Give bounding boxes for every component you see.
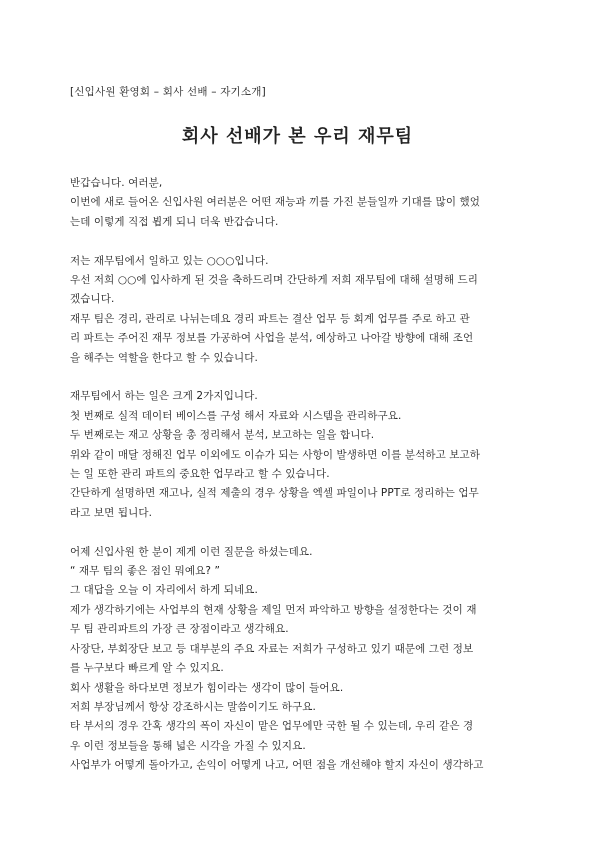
text-line: 를 누구보다 빠르게 알 수 있지요. [70,662,224,675]
document-header: [신입사원 환영회 – 회사 선배 – 자기소개] [70,86,266,98]
paragraph [70,174,528,232]
text-line: 첫 번째로 실적 데이터 베이스를 구성 해서 자료와 시스템을 관리하구요. [70,409,402,422]
text-line: 그 대답을 오늘 이 자리에서 하게 되네요. [70,584,258,597]
text-line: 재무팀에서 하는 일은 크게 2가지입니다. [70,390,258,403]
text-line: 두 번째로는 재고 상황을 총 정리해서 분석, 보고하는 일을 합니다. [70,429,375,442]
text-line: 우 이런 정보들을 통해 넓은 시각을 가질 수 있지요. [70,739,306,752]
text-line: 사장단, 부회장단 보고 등 대부분의 주요 자료는 저희가 구성하고 있기 때문에 그런 정보 [70,642,474,655]
text-line: 무 팀 관리파트의 가장 큰 장점이라고 생각해요. [70,623,289,636]
text-line: 간단하게 설명하면 재고나, 실적 제출의 경우 상황을 엑셀 파일이나 PPT로 정리하는 업무 [70,487,479,500]
text-line: 사업부가 어떻게 돌아가고, 손익이 어떻게 나고, 어떤 점을 개선해야 할지 자신이 생각하고 [70,759,484,772]
paragraph [70,387,528,523]
text-line: 리 파트는 주어진 재무 정보를 가공하여 사업을 분석, 예상하고 나아갈 방향에 대해 조언 [70,332,474,345]
text-line: 우선 저희 ○○에 입사하게 된 것을 축하드리며 간단하게 저희 재무팀에 대해 설명해 드리 [70,274,479,287]
text-line: 회사 생활을 하다보면 정보가 힘이라는 생각이 많이 들어요. [70,681,344,694]
text-line: 라고 보면 됩니다. [70,506,153,519]
document-title: 회사 선배가 본 우리 재무팀 [181,126,414,147]
text-line: 는데 이렇게 직접 뵙게 되니 더욱 반갑습니다. [70,215,279,228]
text-line: 반갑습니다. 여러분, [70,177,163,189]
text-line: 을 해주는 역할을 한다고 할 수 있습니다. [70,351,258,364]
text-line: “ 재무 팀의 좋은 점인 뭐예요? ” [70,565,221,578]
text-line: 재무 팀은 경리, 관리로 나뉘는데요 경리 파트는 결산 업무 등 회계 업무를 주로 하고 관 [70,312,470,325]
text-line: 저희 부장님께서 항상 강조하시는 말씀이기도 하구요. [70,700,316,713]
paragraph [70,543,528,776]
document-body [70,174,528,795]
text-line: 타 부서의 경우 간혹 생각의 폭이 자신이 맡은 업무에만 국한 될 수 있는데, 우리 같은 경 [70,720,474,733]
text-line: 겠습니다. [70,293,115,306]
text-line: 이번에 새로 들어온 신입사원 여러분은 어떤 재능과 끼를 가진 분들일까 기대를 많이 했었 [70,196,480,209]
text-line: 제가 생각하기에는 사업부의 현재 상황을 제일 먼저 파악하고 방향을 설정한다는 것이 재 [70,603,477,616]
text-line: 어제 신입사원 한 분이 제게 이런 질문을 하셨는데요. [70,545,313,558]
text-line: 는 일 또한 관리 파트의 중요한 업무라고 할 수 있습니다. [70,468,330,481]
text-line: 위와 같이 매달 정해진 업무 이외에도 이슈가 되는 사항이 발생하면 이를 분석하고 보고하 [70,448,480,461]
paragraph [70,252,528,368]
text-line: 저는 재무팀에서 일하고 있는 ○○○입니다. [70,254,269,267]
